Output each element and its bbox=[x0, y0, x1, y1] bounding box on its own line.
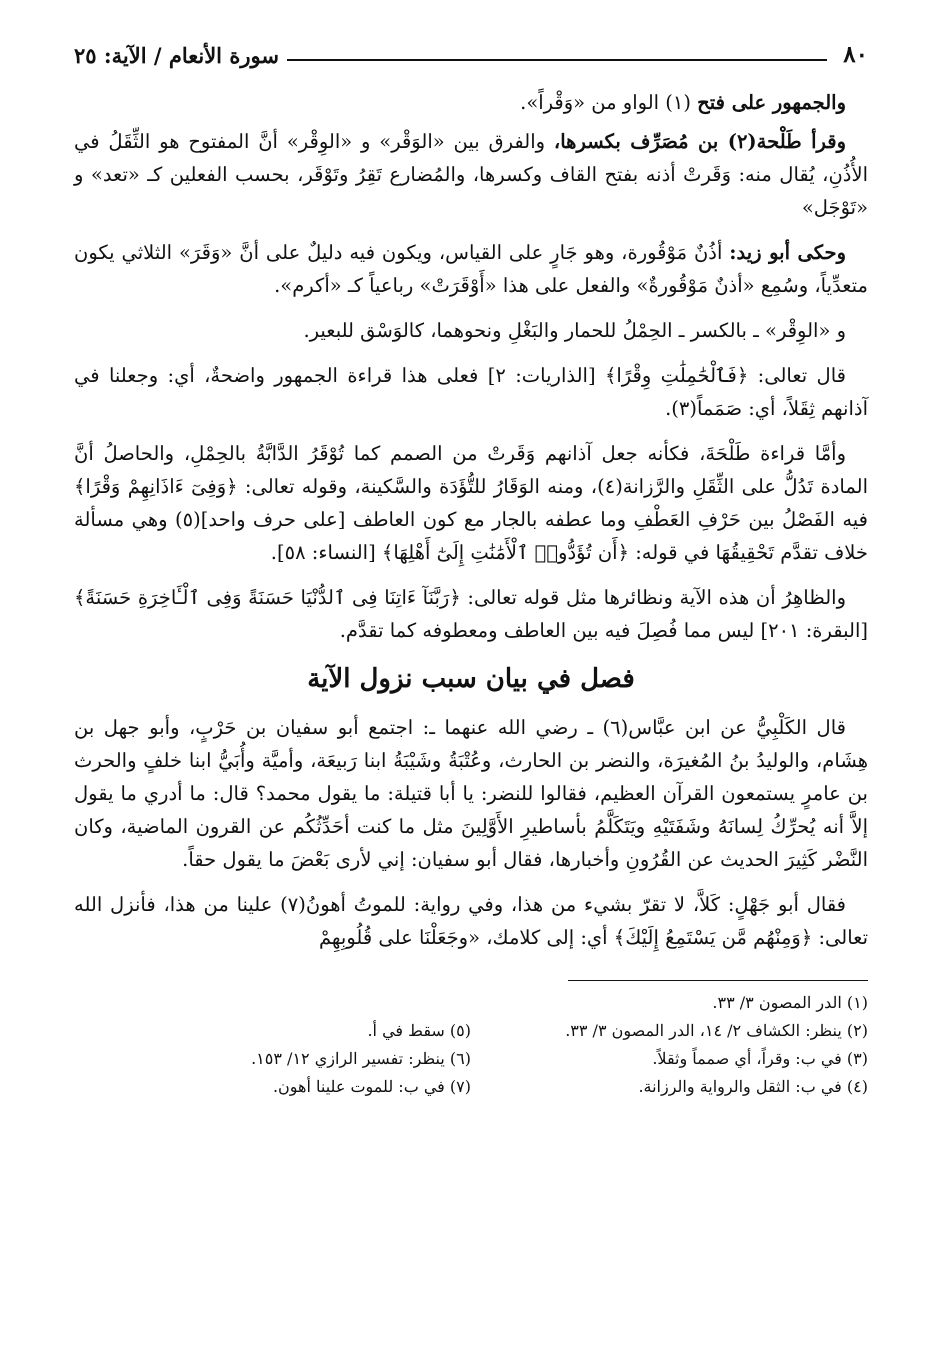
footnote-1: (١) الدر المصون ٣/ ٣٣. bbox=[712, 993, 868, 1012]
paragraph-text: قال الكَلْبِيُّ عن ابن عبَّاس(٦) ـ رضي الله عنهما ـ: اجتمع أبو سفيان بن حَرْبٍ، وأبو جهل بن هِشَام، والوليدُ بنُ المُغيرَة، والنضر بن الحارث، وعُتْبَةُ وشَيْبَةُ ابنا رَبيعَة، وأميَّة وأُبَيُّ ابنا خلفٍ والحرث بن عامرٍ يستمعون القرآن العظيم، فقالوا للنضر: يا أبا قتيلة: ما يقول محمد؟ قال: ما أدري ما يقول إلاَّ أنه يُحرِّكُ لِسانَهُ وشَفَتَيْهِ ويَتَكَلَّمُ بأساطيرِ الأَوَّلِينَ مثل ما كنت أحَدِّثُكُم عن القرون الماضية، وكان النَّضْر كَثِيرَ الحديث عن القُرُونِ وأخبارها، فقال أبو سفيان: إني لأرى بَعْضَ ما يقول حقاً. bbox=[74, 716, 868, 871]
footnote-5: (٥) سقط في أ. bbox=[367, 1021, 471, 1040]
footnote-4: (٤) في ب: الثقل والرواية والرزانة. bbox=[638, 1077, 868, 1096]
footnote-row bbox=[74, 989, 868, 1017]
footnote-7: (٧) في ب: للموت علينا أهون. bbox=[272, 1077, 471, 1096]
paragraph bbox=[74, 86, 868, 119]
section-heading: فصل في بيان سبب نزول الآية bbox=[307, 664, 635, 694]
paragraph bbox=[74, 236, 868, 302]
paragraph-text: فقال أبو جَهْلٍ: كَلاَّ، لا تقرّ بشيء من هذا، وفي رواية: للموتُ أهونُ(٧) علينا من هذا، فأنزل الله تعالى: ﴿وَمِنْهُم مَّن يَسْتَمِعُ إِلَيْكَ﴾ أي: إلى كلامك، «وجَعَلْنَا على قُلُوبِهِمْ bbox=[74, 893, 868, 949]
footnote-6: (٦) ينظر: تفسير الرازي ١٢/ ١٥٣. bbox=[251, 1049, 471, 1068]
footnote-row bbox=[74, 1045, 868, 1073]
paragraph-text: وأمَّا قراءة طَلْحَةَ، فكأنه جعل آذانهم وَقَرتْ من الصمم كما تُوْقَرُ الدَّابَّةُ بالحِمْلِ، والحاصلُ أنَّ المادة تَدُلُّ على الثِّقَلِ والرَّزانة(٤)، ومنه الوَقَارُ للتُّؤَدَة والسَّكينة، وقوله تعالى: ﴿وَفِىٓ ءَاذَانِهِمْ وَقْرًا﴾ فيه الفَصْلُ بين حَرْفِ العَطْفِ وما عطفه بالجار مع كون العاطف [على حرف واحد](٥) وهي مسألة خلاف تقدَّم تَحْقِيقُهَا في قوله: ﴿أَن تُؤَدُّوا۟ ٱلْأَمَٰنَٰتِ إِلَىٰٓ أَهْلِهَا﴾ [النساء: ٥٨]. bbox=[74, 442, 869, 564]
paragraph-text: أذُنٌ مَوْقُورة، وهو جَارٍ على القياس، ويكون فيه دليلٌ على أنَّ «وَقَرَ» الثلاثي يكون متعدِّياً، وسُمِع «أذنٌ مَوْقُورةٌ» والفعل على هذا «أَوْقَرَتْ» رباعياً كـ «أكرم». bbox=[74, 241, 868, 297]
paragraph bbox=[74, 125, 868, 224]
paragraph-lead: وحكى أبو زيد: bbox=[729, 241, 846, 264]
footnote-divider bbox=[568, 980, 868, 981]
footnotes bbox=[74, 989, 868, 1101]
footnote-3: (٣) في ب: وقراً، أي صمماً وثقلاً. bbox=[652, 1049, 868, 1068]
paragraph bbox=[74, 359, 868, 425]
paragraph bbox=[74, 581, 868, 647]
paragraph-lead: وقرأ طَلْحة(٢) بن مُصَرِّف بكسرها، bbox=[553, 130, 847, 153]
paragraph-text: و «الوِقْر» ـ بالكسر ـ الحِمْلُ للحمار والبَغْلِ ونحوهما، كالوَسْق للبعير. bbox=[303, 319, 846, 342]
footnote-row bbox=[74, 1073, 868, 1101]
running-title: سورة الأنعام / الآية: ٢٥ bbox=[74, 43, 279, 68]
header-rule bbox=[287, 59, 827, 61]
main-text bbox=[74, 86, 868, 954]
running-header bbox=[74, 28, 868, 68]
footnote-row bbox=[74, 1017, 868, 1045]
paragraph-text: قال تعالى: ﴿فَٱلْحَٰمِلَٰتِ وِقْرًا﴾ [الذاريات: ٢] فعلى هذا قراءة الجمهور واضحةٌ، أي: وجعلنا في آذانهم ثِقَلاً، أي: صَمَماً(٣). bbox=[74, 364, 868, 420]
paragraph-lead: والجمهور على فتح bbox=[697, 91, 846, 114]
page-number: ٨٠ bbox=[843, 41, 868, 68]
paragraph bbox=[74, 437, 868, 569]
paragraph-text: والظاهِرُ أن هذه الآية ونظائرها مثل قوله تعالى: ﴿رَبَّنَآ ءَاتِنَا فِى ٱلدُّنْيَا حَسَنَةً وَفِى ٱلْـَٔاخِرَةِ حَسَنَةً﴾ [البقرة: ٢٠١] ليس مما فُصِلَ فيه بين العاطف ومعطوفه كما تقدَّم. bbox=[74, 586, 868, 642]
footnote-2: (٢) ينظر: الكشاف ٢/ ١٤، الدر المصون ٣/ ٣٣. bbox=[565, 1021, 868, 1040]
paragraph bbox=[74, 888, 868, 954]
paragraph-text: (١) الواو من «وَقْراً». bbox=[520, 91, 691, 114]
paragraph bbox=[74, 711, 868, 876]
paragraph-text: والفرق بين «الوَقْر» و «الوِقْر» أنَّ المفتوح هو الثِّقَلُ في الأُذُنِ، يُقال منه: وَقَرتْ أذنه بفتح القاف وكسرها، والمُضارع تَقِرُ وتَوْقَر، بحسب الفعلين كـ «تعد» و «تَوْجَل» bbox=[74, 130, 868, 219]
paragraph bbox=[74, 314, 868, 347]
